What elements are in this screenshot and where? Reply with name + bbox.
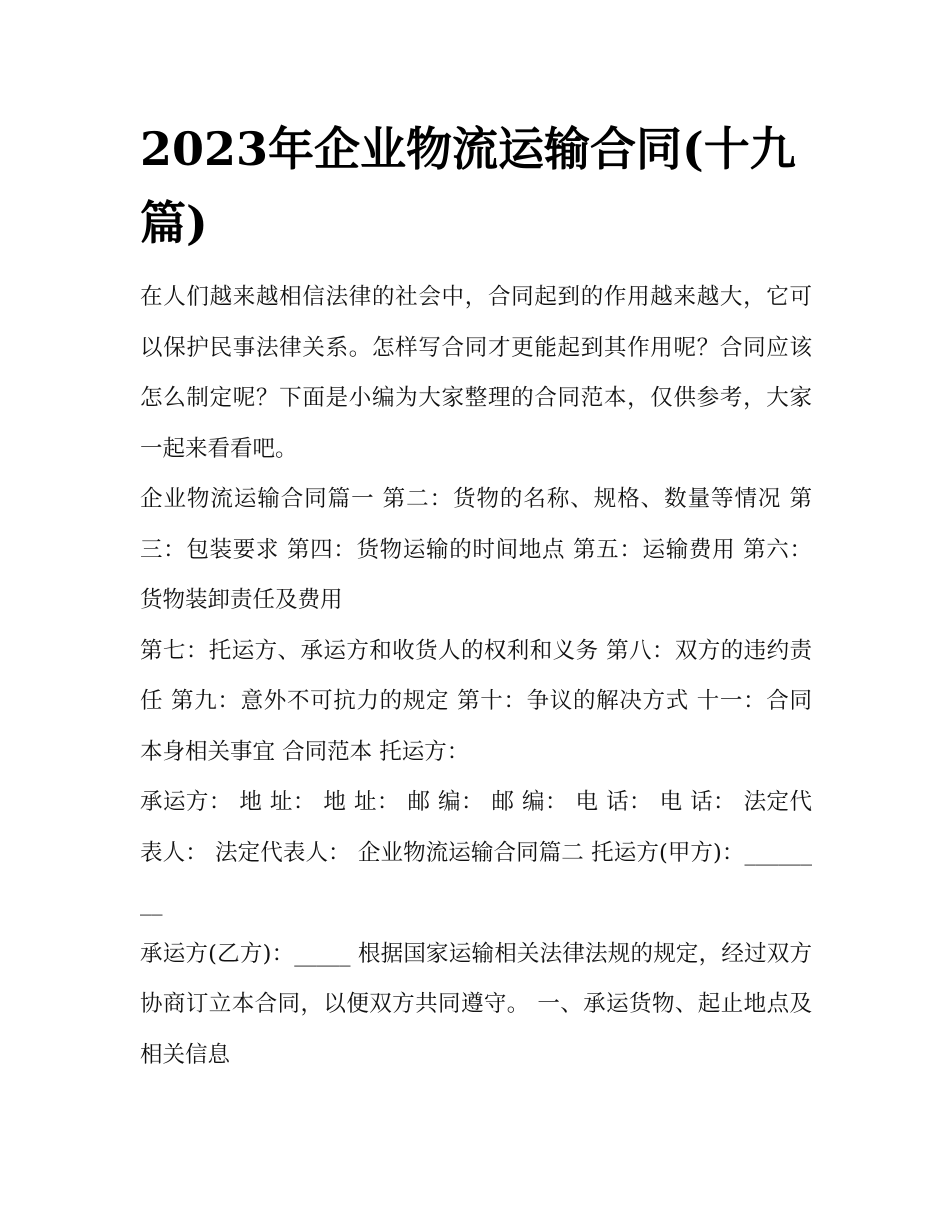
intro-paragraph: 在人们越来越相信法律的社会中，合同起到的作用越来越大，它可以保护民事法律关系。怎样写合同才更能起到其作用呢？合同应该怎么制定呢？下面是小编为大家整理的合同范本，仅供参考，大家一起来看看吧。 bbox=[140, 284, 812, 462]
document-body bbox=[140, 112, 812, 1080]
document-title: 2023年企业物流运输合同(十九篇) bbox=[140, 122, 796, 250]
contract-two-paragraph: 承运方(乙方)：_____ 根据国家运输相关法律法规的规定，经过双方协商订立本合同，以便双方共同遵守。 一、承运货物、起止地点及相关信息 bbox=[140, 940, 812, 1068]
contract-outline-paragraph: 企业物流运输合同篇一 第二：货物的名称、规格、数量等情况 第三：包装要求 第四：货物运输的时间地点 第五：运输费用 第六：货物装卸责任及费用 bbox=[140, 486, 812, 613]
contract-terms-paragraph: 第七：托运方、承运方和收货人的权利和义务 第八：双方的违约责任 第九：意外不可抗力的规定 第十：争议的解决方式 十一：合同本身相关事宜 合同范本 托运方： bbox=[140, 637, 812, 765]
parties-info-paragraph: 承运方： 地 址： 地 址： 邮 编： 邮 编： 电 话： 电 话： 法定代表人： 法定代表人： 企业物流运输合同篇二 托运方(甲方)：________ bbox=[140, 789, 812, 916]
